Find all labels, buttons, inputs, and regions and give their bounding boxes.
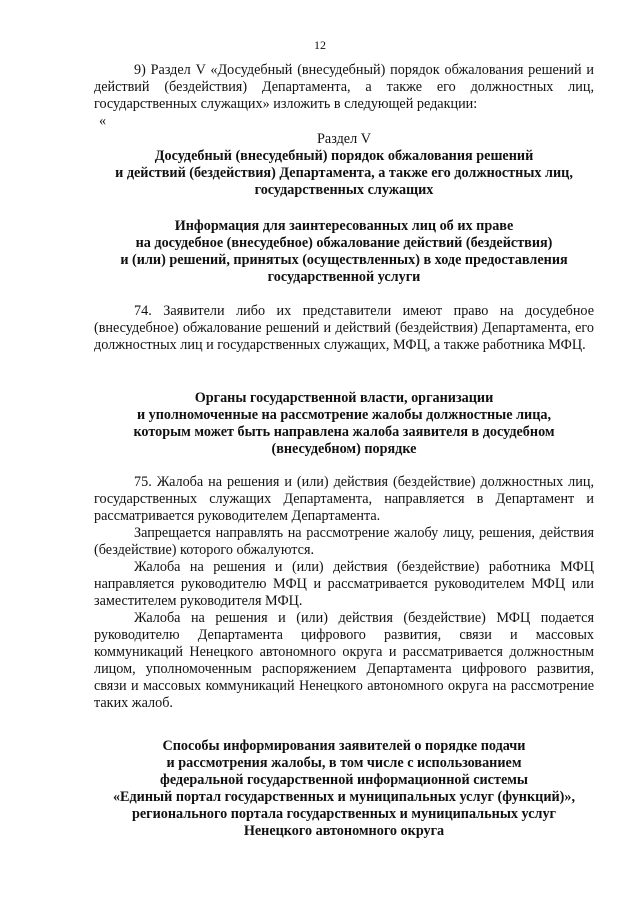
section-title: [94, 148, 594, 199]
section-title-line: и действий (бездействия) Департамента, а также его должностных лиц,: [115, 165, 573, 181]
heading-line: федеральной государственной информационной системы: [160, 772, 528, 788]
section-label: Раздел V: [317, 131, 371, 147]
paragraph-75-mfc-worker: Жалоба на решения и (или) действия (бездействие) работника МФЦ направляется руководителю МФЦ и рассматривается руководителем МФЦ или заместителем руководителя МФЦ.: [94, 559, 594, 609]
page-number: 12: [314, 38, 326, 52]
heading-line: Информация для заинтересованных лиц об их праве: [174, 218, 514, 234]
heading-line: и уполномоченные на рассмотрение жалобы должностные лица,: [136, 407, 552, 423]
paragraph-75-mfc: Жалоба на решения и (или) действия (бездействие) МФЦ подается руководителю Департамента цифрового развития, связи и массовых коммуникаций Ненецкого автономного округа и рассматривается должностным лицом, уполномоченным распоряжением Департамента цифрового развития, связи и массовых коммуникаций Ненецкого автономного округа на рассмотрение таких жалоб.: [94, 610, 594, 711]
section-title-line: Досудебный (внесудебный) порядок обжалования решений: [154, 148, 534, 164]
paragraph-text: 74. Заявители либо их представители имеют право на досудебное (внесудебное) обжалование решений и действий (бездействия) Департамента, его должностных лиц и государственных служащих, МФЦ, а также работника МФЦ.: [94, 303, 594, 353]
heading-authorities: [94, 390, 594, 458]
heading-line: которым может быть направлена жалоба заявителя в досудебном: [133, 424, 555, 440]
heading-line: государственной услуги: [267, 269, 421, 285]
section-heading: [94, 131, 594, 199]
heading-info-rights: [94, 218, 594, 286]
paragraph-75: 75. Жалоба на решения и (или) действия (бездействие) должностных лиц, государственных служащих Департамента, направляется в Департамент и рассматривается руководителем Департамента.: [94, 474, 594, 524]
heading-line: Ненецкого автономного округа: [243, 823, 445, 839]
intro-block: [94, 62, 594, 130]
heading-line: на досудебное (внесудебное) обжалование действий (бездействия): [135, 235, 553, 251]
paragraph-75-prohibition: Запрещается направлять на рассмотрение жалобу лицу, решения, действия (бездействие) которого обжалуются.: [94, 525, 594, 558]
section-title-line: государственных служащих: [254, 182, 434, 198]
heading-line: и рассмотрения жалобы, в том числе с использованием: [166, 755, 522, 771]
paragraph-75-block: [94, 474, 594, 712]
intro-paragraph: 9) Раздел V «Досудебный (внесудебный) порядок обжалования решений и действий (бездействия) Департамента, а также его должностных лиц, государственных служащих» изложить в следующей редакции:: [94, 62, 594, 112]
heading-line: регионального портала государственных и муниципальных услуг: [131, 806, 556, 822]
heading-line: Органы государственной власти, организации: [194, 390, 494, 406]
heading-line: и (или) решений, принятых (осуществленных) в ходе предоставления: [120, 252, 568, 268]
heading-informing-methods: [94, 738, 594, 840]
heading-line: (внесудебном) порядке: [271, 441, 417, 457]
heading-line: «Единый портал государственных и муниципальных услуг (функций)»,: [112, 789, 576, 805]
open-quote: «: [99, 113, 107, 129]
paragraph-74: [94, 303, 594, 354]
heading-line: Способы информирования заявителей о порядке подачи: [162, 738, 526, 754]
